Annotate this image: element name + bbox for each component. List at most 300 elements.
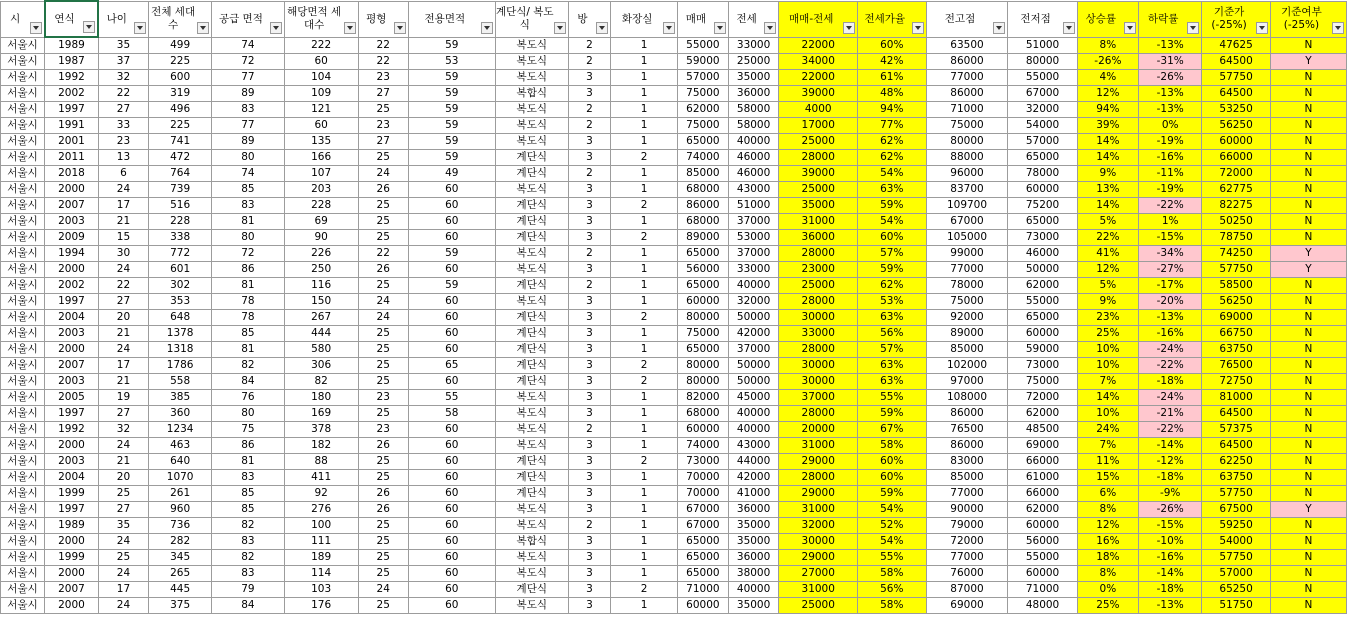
table-cell[interactable]: 57000 bbox=[1008, 134, 1077, 150]
column-header-20[interactable] bbox=[1270, 1, 1346, 37]
table-cell[interactable]: 서울시 bbox=[1, 214, 45, 230]
table-cell[interactable]: N bbox=[1270, 582, 1346, 598]
table-cell[interactable]: 75000 bbox=[678, 118, 729, 134]
table-cell[interactable]: 2002 bbox=[45, 86, 99, 102]
table-cell[interactable]: 250 bbox=[284, 262, 358, 278]
table-cell[interactable]: 75 bbox=[212, 422, 284, 438]
table-cell[interactable]: 60 bbox=[408, 454, 495, 470]
table-cell[interactable]: 63% bbox=[858, 374, 927, 390]
table-cell[interactable]: 복도식 bbox=[495, 422, 568, 438]
table-cell[interactable]: 24 bbox=[98, 598, 148, 614]
table-cell[interactable]: 92000 bbox=[926, 310, 1008, 326]
table-cell[interactable]: 109 bbox=[284, 86, 358, 102]
table-cell[interactable]: 51000 bbox=[728, 198, 779, 214]
table-cell[interactable]: 2 bbox=[568, 518, 611, 534]
table-cell[interactable]: 97000 bbox=[926, 374, 1008, 390]
table-cell[interactable]: 89000 bbox=[678, 230, 729, 246]
table-cell[interactable]: 83 bbox=[212, 470, 284, 486]
table-cell[interactable]: 22 bbox=[98, 278, 148, 294]
table-cell[interactable]: 25 bbox=[358, 406, 408, 422]
table-cell[interactable]: 계단식 bbox=[495, 230, 568, 246]
table-cell[interactable]: 114 bbox=[284, 566, 358, 582]
table-cell[interactable]: 772 bbox=[149, 246, 212, 262]
table-cell[interactable]: 62775 bbox=[1202, 182, 1271, 198]
table-cell[interactable]: 85000 bbox=[678, 166, 729, 182]
table-cell[interactable]: 108000 bbox=[926, 390, 1008, 406]
table-cell[interactable]: 36000 bbox=[728, 86, 779, 102]
table-cell[interactable]: 73000 bbox=[1008, 230, 1077, 246]
table-cell[interactable]: 50250 bbox=[1202, 214, 1271, 230]
table-cell[interactable]: 55 bbox=[408, 390, 495, 406]
table-cell[interactable]: 80 bbox=[212, 230, 284, 246]
table-cell[interactable]: 53% bbox=[858, 294, 927, 310]
table-cell[interactable]: 107 bbox=[284, 166, 358, 182]
table-cell[interactable]: 31000 bbox=[779, 214, 858, 230]
table-cell[interactable]: 1 bbox=[611, 422, 678, 438]
table-cell[interactable]: 79000 bbox=[926, 518, 1008, 534]
table-cell[interactable]: 40000 bbox=[728, 134, 779, 150]
table-cell[interactable]: 74250 bbox=[1202, 246, 1271, 262]
table-cell[interactable]: N bbox=[1270, 470, 1346, 486]
table-cell[interactable]: 78 bbox=[212, 294, 284, 310]
table-cell[interactable]: 1 bbox=[611, 486, 678, 502]
table-cell[interactable]: 복합식 bbox=[495, 86, 568, 102]
table-cell[interactable]: 2002 bbox=[45, 278, 99, 294]
column-header-15[interactable] bbox=[926, 1, 1008, 37]
table-cell[interactable]: 30000 bbox=[779, 310, 858, 326]
table-cell[interactable]: 29000 bbox=[779, 454, 858, 470]
table-cell[interactable]: 83700 bbox=[926, 182, 1008, 198]
table-cell[interactable]: 계단식 bbox=[495, 214, 568, 230]
table-cell[interactable]: 225 bbox=[149, 118, 212, 134]
table-cell[interactable]: 서울시 bbox=[1, 598, 45, 614]
table-cell[interactable]: 서울시 bbox=[1, 534, 45, 550]
table-cell[interactable]: 26 bbox=[358, 182, 408, 198]
table-cell[interactable]: 1786 bbox=[149, 358, 212, 374]
table-cell[interactable]: 2003 bbox=[45, 214, 99, 230]
table-cell[interactable]: 58000 bbox=[728, 102, 779, 118]
table-cell[interactable]: 3 bbox=[568, 86, 611, 102]
table-cell[interactable]: 1 bbox=[611, 134, 678, 150]
table-cell[interactable]: 1 bbox=[611, 470, 678, 486]
table-cell[interactable]: 31000 bbox=[779, 582, 858, 598]
table-cell[interactable]: 81000 bbox=[1202, 390, 1271, 406]
column-header-5[interactable] bbox=[284, 1, 358, 37]
table-cell[interactable]: 121 bbox=[284, 102, 358, 118]
table-cell[interactable]: 25000 bbox=[779, 134, 858, 150]
table-cell[interactable]: 12% bbox=[1077, 86, 1138, 102]
table-cell[interactable]: N bbox=[1270, 150, 1346, 166]
table-cell[interactable]: 서울시 bbox=[1, 502, 45, 518]
table-cell[interactable]: 67000 bbox=[678, 502, 729, 518]
table-cell[interactable]: 25 bbox=[358, 150, 408, 166]
table-cell[interactable]: 2005 bbox=[45, 390, 99, 406]
table-cell[interactable]: 25 bbox=[358, 374, 408, 390]
table-cell[interactable]: 1 bbox=[611, 502, 678, 518]
table-cell[interactable]: 3 bbox=[568, 406, 611, 422]
table-cell[interactable]: 1 bbox=[611, 262, 678, 278]
table-cell[interactable]: 25 bbox=[358, 550, 408, 566]
table-cell[interactable]: 27000 bbox=[779, 566, 858, 582]
filter-dropdown-icon[interactable] bbox=[83, 21, 95, 33]
filter-dropdown-icon[interactable] bbox=[1332, 22, 1344, 34]
table-cell[interactable]: 74000 bbox=[678, 150, 729, 166]
table-cell[interactable]: 83 bbox=[212, 198, 284, 214]
table-cell[interactable]: 61% bbox=[858, 70, 927, 86]
table-cell[interactable]: 32 bbox=[98, 422, 148, 438]
table-cell[interactable]: 22 bbox=[358, 54, 408, 70]
table-cell[interactable]: 580 bbox=[284, 342, 358, 358]
filter-dropdown-icon[interactable] bbox=[1187, 22, 1199, 34]
table-cell[interactable]: 2004 bbox=[45, 470, 99, 486]
table-cell[interactable]: -27% bbox=[1139, 262, 1202, 278]
table-cell[interactable]: N bbox=[1270, 86, 1346, 102]
table-cell[interactable]: 25 bbox=[358, 198, 408, 214]
table-cell[interactable]: 62% bbox=[858, 150, 927, 166]
table-cell[interactable]: 85 bbox=[212, 486, 284, 502]
table-cell[interactable]: 90 bbox=[284, 230, 358, 246]
table-cell[interactable]: 94% bbox=[858, 102, 927, 118]
table-cell[interactable]: 78000 bbox=[926, 278, 1008, 294]
table-cell[interactable]: 55% bbox=[858, 390, 927, 406]
table-cell[interactable]: 서울시 bbox=[1, 470, 45, 486]
column-header-11[interactable] bbox=[678, 1, 729, 37]
table-cell[interactable]: -26% bbox=[1139, 502, 1202, 518]
table-cell[interactable]: 265 bbox=[149, 566, 212, 582]
table-cell[interactable]: 53000 bbox=[728, 230, 779, 246]
table-cell[interactable]: 182 bbox=[284, 438, 358, 454]
table-cell[interactable]: 2000 bbox=[45, 598, 99, 614]
table-cell[interactable]: 25000 bbox=[779, 182, 858, 198]
table-cell[interactable]: 56% bbox=[858, 326, 927, 342]
table-cell[interactable]: 60 bbox=[408, 582, 495, 598]
table-cell[interactable]: 86000 bbox=[926, 54, 1008, 70]
table-cell[interactable]: 60 bbox=[408, 294, 495, 310]
table-cell[interactable]: 25 bbox=[358, 470, 408, 486]
table-cell[interactable]: 50000 bbox=[728, 374, 779, 390]
table-cell[interactable]: 3 bbox=[568, 502, 611, 518]
table-cell[interactable]: Y bbox=[1270, 246, 1346, 262]
table-cell[interactable]: 복도식 bbox=[495, 134, 568, 150]
table-cell[interactable]: 640 bbox=[149, 454, 212, 470]
table-cell[interactable]: 63% bbox=[858, 358, 927, 374]
table-cell[interactable]: 15% bbox=[1077, 470, 1138, 486]
table-cell[interactable]: -13% bbox=[1139, 598, 1202, 614]
table-cell[interactable]: 85 bbox=[212, 182, 284, 198]
table-cell[interactable]: 375 bbox=[149, 598, 212, 614]
table-cell[interactable]: 22 bbox=[98, 86, 148, 102]
table-cell[interactable]: 2007 bbox=[45, 582, 99, 598]
table-cell[interactable]: 63% bbox=[858, 182, 927, 198]
table-cell[interactable]: 25 bbox=[358, 102, 408, 118]
table-cell[interactable]: 76 bbox=[212, 390, 284, 406]
column-header-2[interactable] bbox=[98, 1, 148, 37]
table-cell[interactable]: 3 bbox=[568, 134, 611, 150]
table-cell[interactable]: 83 bbox=[212, 534, 284, 550]
table-cell[interactable]: 2009 bbox=[45, 230, 99, 246]
table-cell[interactable]: 77 bbox=[212, 70, 284, 86]
table-cell[interactable]: 77000 bbox=[926, 550, 1008, 566]
table-cell[interactable]: -13% bbox=[1139, 37, 1202, 54]
table-cell[interactable]: 2018 bbox=[45, 166, 99, 182]
table-cell[interactable]: 1318 bbox=[149, 342, 212, 358]
table-cell[interactable]: 서울시 bbox=[1, 54, 45, 70]
table-cell[interactable]: -18% bbox=[1139, 470, 1202, 486]
table-cell[interactable]: 2003 bbox=[45, 326, 99, 342]
table-cell[interactable]: 65000 bbox=[678, 134, 729, 150]
table-cell[interactable]: 58% bbox=[858, 598, 927, 614]
table-cell[interactable]: 18% bbox=[1077, 550, 1138, 566]
table-cell[interactable]: 1987 bbox=[45, 54, 99, 70]
table-cell[interactable]: 0% bbox=[1077, 582, 1138, 598]
filter-dropdown-icon[interactable] bbox=[663, 22, 675, 34]
table-cell[interactable]: 25000 bbox=[728, 54, 779, 70]
table-cell[interactable]: 23 bbox=[358, 118, 408, 134]
table-cell[interactable]: Y bbox=[1270, 54, 1346, 70]
table-cell[interactable]: 77000 bbox=[926, 486, 1008, 502]
table-cell[interactable]: 복도식 bbox=[495, 246, 568, 262]
table-cell[interactable]: 1 bbox=[611, 86, 678, 102]
table-cell[interactable]: 226 bbox=[284, 246, 358, 262]
table-cell[interactable]: 411 bbox=[284, 470, 358, 486]
table-cell[interactable]: 764 bbox=[149, 166, 212, 182]
table-cell[interactable]: 35000 bbox=[728, 518, 779, 534]
table-cell[interactable]: 복도식 bbox=[495, 566, 568, 582]
table-cell[interactable]: 2 bbox=[611, 358, 678, 374]
table-cell[interactable]: 48500 bbox=[1008, 422, 1077, 438]
table-cell[interactable]: 2001 bbox=[45, 134, 99, 150]
table-cell[interactable]: -13% bbox=[1139, 86, 1202, 102]
table-cell[interactable]: 서울시 bbox=[1, 118, 45, 134]
table-cell[interactable]: 86 bbox=[212, 262, 284, 278]
table-cell[interactable]: 서울시 bbox=[1, 310, 45, 326]
table-cell[interactable]: 51750 bbox=[1202, 598, 1271, 614]
table-cell[interactable]: 65000 bbox=[678, 278, 729, 294]
table-cell[interactable]: 72000 bbox=[1008, 390, 1077, 406]
table-cell[interactable]: 1994 bbox=[45, 246, 99, 262]
table-cell[interactable]: 17000 bbox=[779, 118, 858, 134]
table-cell[interactable]: 60 bbox=[408, 214, 495, 230]
table-cell[interactable]: 77000 bbox=[926, 262, 1008, 278]
table-cell[interactable]: 83 bbox=[212, 566, 284, 582]
table-cell[interactable]: -34% bbox=[1139, 246, 1202, 262]
table-cell[interactable]: 2 bbox=[568, 102, 611, 118]
table-cell[interactable]: 68000 bbox=[678, 406, 729, 422]
table-cell[interactable]: 21 bbox=[98, 326, 148, 342]
table-cell[interactable]: 69000 bbox=[926, 598, 1008, 614]
table-cell[interactable]: 24% bbox=[1077, 422, 1138, 438]
table-cell[interactable]: -21% bbox=[1139, 406, 1202, 422]
table-cell[interactable]: 26 bbox=[358, 486, 408, 502]
table-cell[interactable]: 60% bbox=[858, 454, 927, 470]
table-cell[interactable]: 85000 bbox=[926, 470, 1008, 486]
table-cell[interactable]: 25 bbox=[358, 358, 408, 374]
table-cell[interactable]: 77000 bbox=[926, 70, 1008, 86]
table-cell[interactable]: 서울시 bbox=[1, 406, 45, 422]
table-cell[interactable]: 1 bbox=[611, 550, 678, 566]
table-cell[interactable]: 29000 bbox=[779, 550, 858, 566]
table-cell[interactable]: 59% bbox=[858, 198, 927, 214]
table-cell[interactable]: 4% bbox=[1077, 70, 1138, 86]
table-cell[interactable]: N bbox=[1270, 230, 1346, 246]
table-cell[interactable]: 228 bbox=[149, 214, 212, 230]
table-cell[interactable]: 3 bbox=[568, 534, 611, 550]
table-cell[interactable]: 1234 bbox=[149, 422, 212, 438]
filter-dropdown-icon[interactable] bbox=[912, 22, 924, 34]
table-cell[interactable]: 30 bbox=[98, 246, 148, 262]
table-cell[interactable]: 24 bbox=[358, 166, 408, 182]
table-cell[interactable]: -16% bbox=[1139, 326, 1202, 342]
table-cell[interactable]: 1 bbox=[611, 518, 678, 534]
table-cell[interactable]: 59% bbox=[858, 262, 927, 278]
table-cell[interactable]: 360 bbox=[149, 406, 212, 422]
table-cell[interactable]: -12% bbox=[1139, 454, 1202, 470]
table-cell[interactable]: 35000 bbox=[728, 534, 779, 550]
table-cell[interactable]: 41% bbox=[1077, 246, 1138, 262]
table-cell[interactable]: 739 bbox=[149, 182, 212, 198]
table-cell[interactable]: 34000 bbox=[779, 54, 858, 70]
table-cell[interactable]: 267 bbox=[284, 310, 358, 326]
table-cell[interactable]: 62% bbox=[858, 278, 927, 294]
table-cell[interactable]: 2 bbox=[568, 118, 611, 134]
table-cell[interactable]: 20 bbox=[98, 310, 148, 326]
table-cell[interactable]: 89 bbox=[212, 86, 284, 102]
table-cell[interactable]: 1997 bbox=[45, 294, 99, 310]
table-cell[interactable]: -19% bbox=[1139, 134, 1202, 150]
filter-dropdown-icon[interactable] bbox=[1124, 22, 1136, 34]
table-cell[interactable]: 2000 bbox=[45, 262, 99, 278]
table-cell[interactable]: 56250 bbox=[1202, 118, 1271, 134]
table-cell[interactable]: 59% bbox=[858, 486, 927, 502]
table-cell[interactable]: 서울시 bbox=[1, 86, 45, 102]
table-cell[interactable]: 102000 bbox=[926, 358, 1008, 374]
table-cell[interactable]: N bbox=[1270, 566, 1346, 582]
table-cell[interactable]: 27 bbox=[98, 294, 148, 310]
table-cell[interactable]: N bbox=[1270, 198, 1346, 214]
table-cell[interactable]: 2003 bbox=[45, 454, 99, 470]
table-cell[interactable]: 66000 bbox=[1202, 150, 1271, 166]
table-cell[interactable]: 30000 bbox=[779, 534, 858, 550]
table-cell[interactable]: 55000 bbox=[1008, 70, 1077, 86]
column-header-3[interactable] bbox=[149, 1, 212, 37]
table-cell[interactable]: 42000 bbox=[728, 470, 779, 486]
table-cell[interactable]: 60000 bbox=[1008, 326, 1077, 342]
column-header-10[interactable] bbox=[611, 1, 678, 37]
table-cell[interactable]: 36000 bbox=[779, 230, 858, 246]
table-cell[interactable]: 28000 bbox=[779, 342, 858, 358]
table-cell[interactable]: 24 bbox=[98, 182, 148, 198]
filter-dropdown-icon[interactable] bbox=[197, 22, 209, 34]
table-cell[interactable]: 42% bbox=[858, 54, 927, 70]
table-cell[interactable]: 60 bbox=[408, 422, 495, 438]
table-cell[interactable]: 496 bbox=[149, 102, 212, 118]
table-cell[interactable]: 56000 bbox=[1008, 534, 1077, 550]
table-cell[interactable]: 76000 bbox=[926, 566, 1008, 582]
table-cell[interactable]: N bbox=[1270, 518, 1346, 534]
table-cell[interactable]: 64500 bbox=[1202, 86, 1271, 102]
table-cell[interactable]: 104 bbox=[284, 70, 358, 86]
table-cell[interactable]: 3 bbox=[568, 598, 611, 614]
table-cell[interactable]: 35000 bbox=[728, 598, 779, 614]
table-cell[interactable]: 88 bbox=[284, 454, 358, 470]
table-cell[interactable]: 계단식 bbox=[495, 486, 568, 502]
table-cell[interactable]: 28000 bbox=[779, 406, 858, 422]
table-cell[interactable]: 169 bbox=[284, 406, 358, 422]
table-cell[interactable]: 7% bbox=[1077, 374, 1138, 390]
table-cell[interactable]: 59 bbox=[408, 150, 495, 166]
table-cell[interactable]: 42000 bbox=[728, 326, 779, 342]
table-cell[interactable]: 82 bbox=[212, 518, 284, 534]
table-cell[interactable]: 60 bbox=[408, 438, 495, 454]
table-cell[interactable]: 736 bbox=[149, 518, 212, 534]
table-cell[interactable]: 21 bbox=[98, 374, 148, 390]
table-cell[interactable]: 복도식 bbox=[495, 294, 568, 310]
table-cell[interactable]: -13% bbox=[1139, 310, 1202, 326]
table-cell[interactable]: 1992 bbox=[45, 70, 99, 86]
table-cell[interactable]: 56000 bbox=[678, 262, 729, 278]
table-cell[interactable]: 3 bbox=[568, 454, 611, 470]
table-cell[interactable]: 39000 bbox=[779, 166, 858, 182]
table-cell[interactable]: 3 bbox=[568, 566, 611, 582]
table-cell[interactable]: 59250 bbox=[1202, 518, 1271, 534]
table-cell[interactable]: 35000 bbox=[779, 198, 858, 214]
table-cell[interactable]: 1 bbox=[611, 70, 678, 86]
table-cell[interactable]: 32 bbox=[98, 70, 148, 86]
table-cell[interactable]: 57375 bbox=[1202, 422, 1271, 438]
table-cell[interactable]: 서울시 bbox=[1, 166, 45, 182]
column-header-7[interactable] bbox=[408, 1, 495, 37]
table-cell[interactable]: 서울시 bbox=[1, 518, 45, 534]
table-cell[interactable]: 96000 bbox=[926, 166, 1008, 182]
table-cell[interactable]: 960 bbox=[149, 502, 212, 518]
table-cell[interactable]: 60% bbox=[858, 37, 927, 54]
table-cell[interactable]: 28000 bbox=[779, 470, 858, 486]
column-header-19[interactable] bbox=[1202, 1, 1271, 37]
table-cell[interactable]: N bbox=[1270, 454, 1346, 470]
table-cell[interactable]: 57750 bbox=[1202, 550, 1271, 566]
table-cell[interactable]: 서울시 bbox=[1, 37, 45, 54]
table-cell[interactable]: 60 bbox=[408, 326, 495, 342]
filter-dropdown-icon[interactable] bbox=[394, 22, 406, 34]
table-cell[interactable]: 81 bbox=[212, 342, 284, 358]
table-cell[interactable]: 3 bbox=[568, 294, 611, 310]
table-cell[interactable]: 3 bbox=[568, 214, 611, 230]
table-cell[interactable]: 33 bbox=[98, 118, 148, 134]
table-cell[interactable]: -13% bbox=[1139, 102, 1202, 118]
table-cell[interactable]: 67% bbox=[858, 422, 927, 438]
table-cell[interactable]: 282 bbox=[149, 534, 212, 550]
table-cell[interactable]: -15% bbox=[1139, 230, 1202, 246]
table-cell[interactable]: 60 bbox=[408, 310, 495, 326]
table-cell[interactable]: 3 bbox=[568, 182, 611, 198]
table-cell[interactable]: 44000 bbox=[728, 454, 779, 470]
table-cell[interactable]: 78750 bbox=[1202, 230, 1271, 246]
table-cell[interactable]: 25 bbox=[98, 486, 148, 502]
table-cell[interactable]: N bbox=[1270, 550, 1346, 566]
filter-dropdown-icon[interactable] bbox=[270, 22, 282, 34]
table-cell[interactable]: 81 bbox=[212, 214, 284, 230]
table-cell[interactable]: 3 bbox=[568, 198, 611, 214]
table-cell[interactable]: 37 bbox=[98, 54, 148, 70]
table-cell[interactable]: 17 bbox=[98, 358, 148, 374]
table-cell[interactable]: 88000 bbox=[926, 150, 1008, 166]
table-cell[interactable]: 56250 bbox=[1202, 294, 1271, 310]
table-cell[interactable]: 25 bbox=[358, 230, 408, 246]
table-cell[interactable]: 복도식 bbox=[495, 438, 568, 454]
table-cell[interactable]: 71000 bbox=[926, 102, 1008, 118]
table-cell[interactable]: 73000 bbox=[678, 454, 729, 470]
table-cell[interactable]: 69000 bbox=[1008, 438, 1077, 454]
